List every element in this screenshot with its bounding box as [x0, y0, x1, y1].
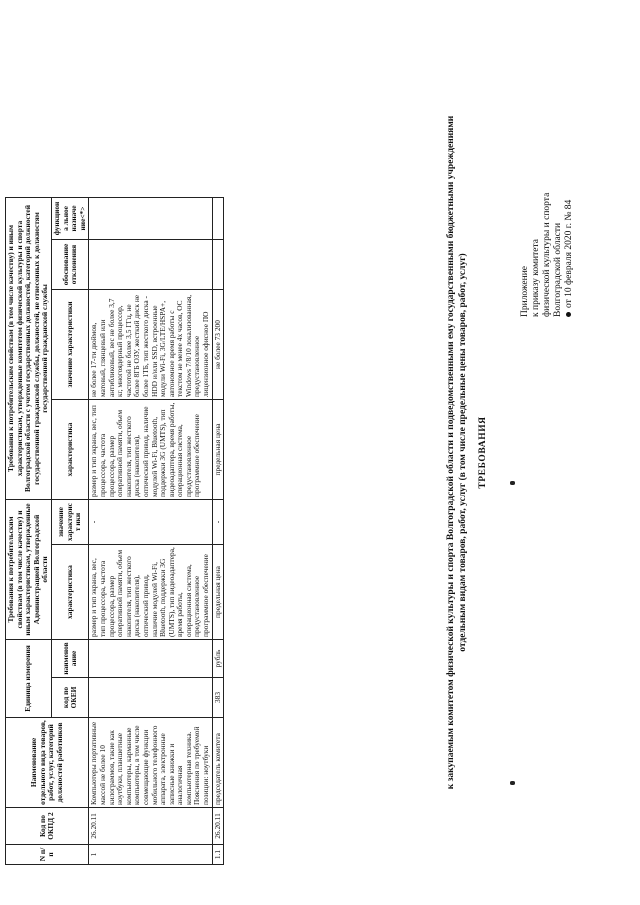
header-unit-code: код по ОКЕИ: [51, 678, 88, 718]
cell-admin-value: -: [212, 500, 224, 545]
header-admin-value: значение характерист ики: [51, 500, 88, 545]
cell-committee-value: не более 17-ти дюймов, матовый, глянцевый или антибликовый, вес не более 3,7 кг, многоядерный процессор, частотой не более 3,5 ГГц, не более 8ГБ ОЗУ, жесткий диск не более 1ТБ, тип жесткого диска - HDD и/или SSD, встроенные модули Wi-Fi, 3G/LTE/HSPA+, автономное время работы с текстом не менее 4х часов, ОС Windows 7/8/10 локализованная, предустановленное лицензионное офисное ПО: [89, 290, 212, 400]
document-subtitle: [446, 40, 469, 865]
header-committee-characteristic: характеристика: [51, 400, 88, 500]
header-item-name: Наименование отдельного вида товаров, работ, услуг, категорий должностей работников: [6, 718, 89, 808]
subtitle-line-2: отдельным видам товаров, работ, услуг (в том числе предельные цены товаров, работ, услуг): [457, 253, 468, 652]
cell-admin-value: -: [89, 500, 212, 545]
cell-function: [89, 197, 212, 239]
appendix-line: к приказу комитета: [531, 239, 541, 317]
appendix-line: физической культуры и спорта: [542, 192, 552, 317]
header-justification: обоснование отклонения: [51, 240, 88, 290]
header-unit-name: наименов ание: [51, 640, 88, 678]
header-unit: Единица измерения: [6, 640, 52, 718]
document-title: ТРЕБОВАНИЯ: [478, 416, 488, 489]
cell-committee-characteristic: размер и тип экрана, вес, тип процессора, частота процессора, размер оперативной памяти, объем накопителя, тип жесткого диска (накопителя), оптический привод, наличие модулей Wi-Fi, Bluetooth, поддержки 3G (UMTS), тип видеоадаптера, время работы, операционная система, предустановленное программное обеспечение: [89, 400, 212, 500]
cell-unit-code: 383: [212, 678, 224, 718]
cell-item-name: Компьютеры портативные массой не более 10 килограммов, такие как ноутбуки, планшетные компьютеры, карманные компьютеры, в том числе совмещающие функции мобильного телефонного аппарата, электронные записные книжки и аналогичная компьютерная техника. Пояснения по требуемой позиции: ноутбуки: [89, 718, 212, 808]
cell-okpd: 26.20.11: [212, 808, 224, 845]
appendix-date-line: [564, 77, 575, 317]
table-row: [89, 14, 212, 864]
cell-committee-characteristic: предельная цена: [212, 400, 224, 500]
requirements-table: [5, 14, 224, 865]
cell-justification: [212, 240, 224, 290]
cell-function: [212, 197, 224, 239]
cell-committee-value: не более 73 200: [212, 290, 224, 400]
header-num: N п/п: [6, 845, 89, 865]
header-committee-requirements: Требования к потребительским свойствам (в том числе качеству) и иным характеристикам, утвержденные комитетом физической культуры и спорта Волгоградской области с учетом государственных должностей, категорий должностей государственной гражданской службы, должностей, не отнесенных к должностям государственной гражданской службы: [6, 197, 52, 499]
cell-okpd: 26.20.11: [89, 808, 212, 845]
table-blank-area: [6, 14, 89, 197]
cell-unit-name: [89, 640, 212, 678]
header-okpd: Код по ОКПД 2: [6, 808, 89, 845]
scan-speck: [510, 481, 515, 485]
appendix-block: [520, 77, 575, 317]
appendix-line: Приложение: [520, 266, 530, 317]
cell-unit-name: рубль: [212, 640, 224, 678]
cell-admin-characteristic: предельная цена: [212, 545, 224, 640]
header-admin-requirements: Требования к потребительским свойствам (в том числе качеству) и иным характеристикам, утвержденные Администрацией Волгоградской области: [6, 500, 52, 640]
cell-justification: [89, 240, 212, 290]
cell-item-name: председатель комитета: [212, 718, 224, 808]
scan-speck: [510, 781, 515, 785]
subtitle-line-1: к закупаемым комитетом физической культуры и спорта Волгоградской области и подведомственными ему государственными бюджетными учреждениями: [446, 115, 456, 790]
appendix-line: Волгоградской области: [553, 222, 563, 317]
cell-num: 1.1: [212, 845, 224, 865]
bullet-mark: [566, 312, 571, 317]
header-admin-characteristic: характеристика: [51, 545, 88, 640]
header-function: функциона льное назначе ние<*>: [51, 197, 88, 239]
cell-num: 1: [89, 845, 212, 865]
cell-unit-code: [89, 678, 212, 718]
cell-admin-characteristic: размер и тип экрана, вес, тип процессора, частота процессора, размер оперативной памяти, объем накопителя, тип жесткого диска (накопителя), оптический привод, наличие модулей Wi-Fi, Bluetooth, поддержки 3G (UMTS), тип видеоадаптера, время работы, операционная система, предустановленное программное обеспечение: [89, 545, 212, 640]
header-committee-value: значение характеристики: [51, 290, 88, 400]
appendix-date: от 10 февраля 2020 г. № 84: [564, 199, 574, 308]
table-row: [212, 14, 224, 864]
